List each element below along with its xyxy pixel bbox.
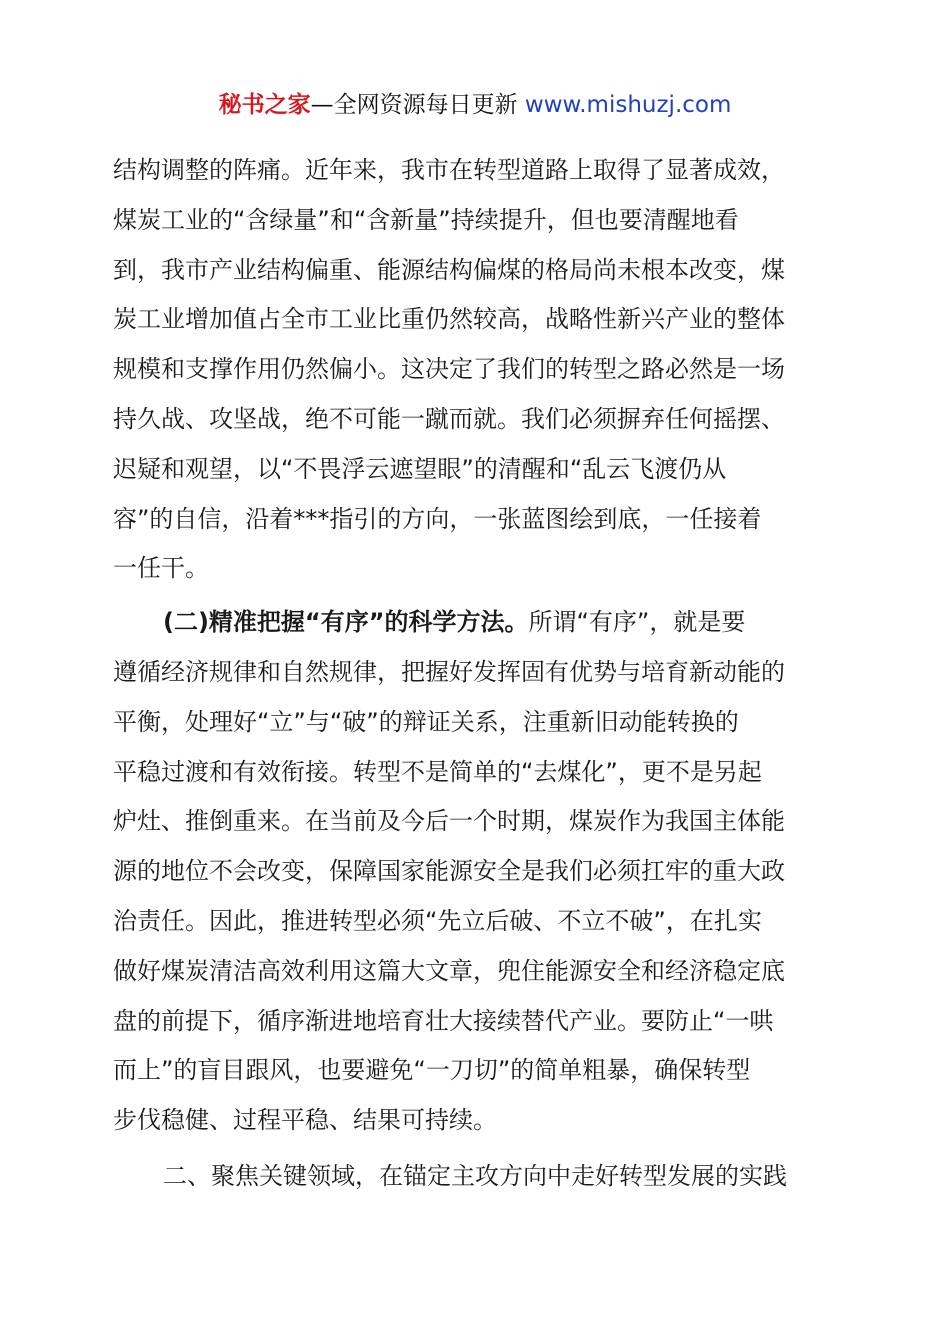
- paragraph-line: 结构调整的阵痛。近年来，我市在转型道路上取得了显著成效，: [113, 156, 785, 184]
- paragraph-line: 迟疑和观望，以“不畏浮云遮望眼”的清醒和“乱云飞渡仍从: [113, 454, 727, 483]
- paragraph-line: 规模和支撑作用仍然偏小。这决定了我们的转型之路必然是一场: [113, 355, 785, 384]
- paragraph-first-line: [113, 598, 829, 648]
- brand-name: 秘书之家: [218, 92, 311, 118]
- paragraph-line: 治责任。因此，推进转型必须“先立后破、不立不破”，在扎实: [113, 906, 762, 935]
- subsection-heading: (二)精准把握“有序”的科学方法。: [163, 608, 529, 637]
- paragraph-line: 炭工业增加值占全市工业比重仍然较高，战略性新兴产业的整体: [113, 305, 785, 334]
- paragraph-1: [113, 146, 829, 594]
- paragraph-line: 步伐稳健、过程平稳、结果可持续。: [113, 1106, 497, 1135]
- site-url-link[interactable]: www.mishuzj.com: [524, 92, 732, 118]
- paragraph-line: 做好煤炭清洁高效利用这篇大文章，兜住能源安全和经济稳定底: [113, 956, 785, 985]
- paragraph-line: 炉灶、推倒重来。在当前及今后一个时期，煤炭作为我国主体能: [113, 807, 785, 836]
- paragraph-line: 持久战、攻坚战，绝不可能一蹴而就。我们必须摒弃任何摇摆、: [113, 404, 785, 433]
- paragraph-line: 到，我市产业结构偏重、能源结构偏煤的格局尚未根本改变，煤: [113, 255, 785, 284]
- header-tagline: —全网资源每日更新: [310, 92, 525, 118]
- paragraph-2: [113, 598, 829, 1146]
- paragraph-line: 容”的自信，沿着***指引的方向，一张蓝图绘到底，一任接着: [113, 504, 762, 533]
- paragraph-line: 煤炭工业的“含绿量”和“含新量”持续提升，但也要清醒地看: [113, 205, 739, 234]
- paragraph-line: 平衡，处理好“立”与“破”的辩证关系，注重新旧动能转换的: [113, 707, 739, 736]
- document-body: [113, 146, 829, 1202]
- paragraph-line: 源的地位不会改变，保障国家能源安全是我们必须扛牢的重大政: [113, 857, 785, 886]
- paragraph-line: 盘的前提下，循序渐进地培育壮大接续替代产业。要防止“一哄: [113, 1006, 774, 1035]
- section-heading: 二、聚焦关键领域，在锚定主攻方向中走好转型发展的实践: [163, 1161, 787, 1190]
- paragraph-line: 平稳过渡和有效衔接。转型不是简单的“去煤化”，更不是另起: [113, 757, 762, 786]
- paragraph-line: 遵循经济规律和自然规律，把握好发挥固有优势与培育新动能的: [113, 657, 785, 686]
- paragraph-line: 一任干。: [113, 554, 209, 583]
- paragraph-line-rest: 所谓“有序”，就是要: [528, 608, 746, 637]
- page-header: [0, 88, 950, 122]
- paragraph-line: 而上”的盲目跟风，也要避免“一刀切”的简单粗暴，确保转型: [113, 1056, 751, 1085]
